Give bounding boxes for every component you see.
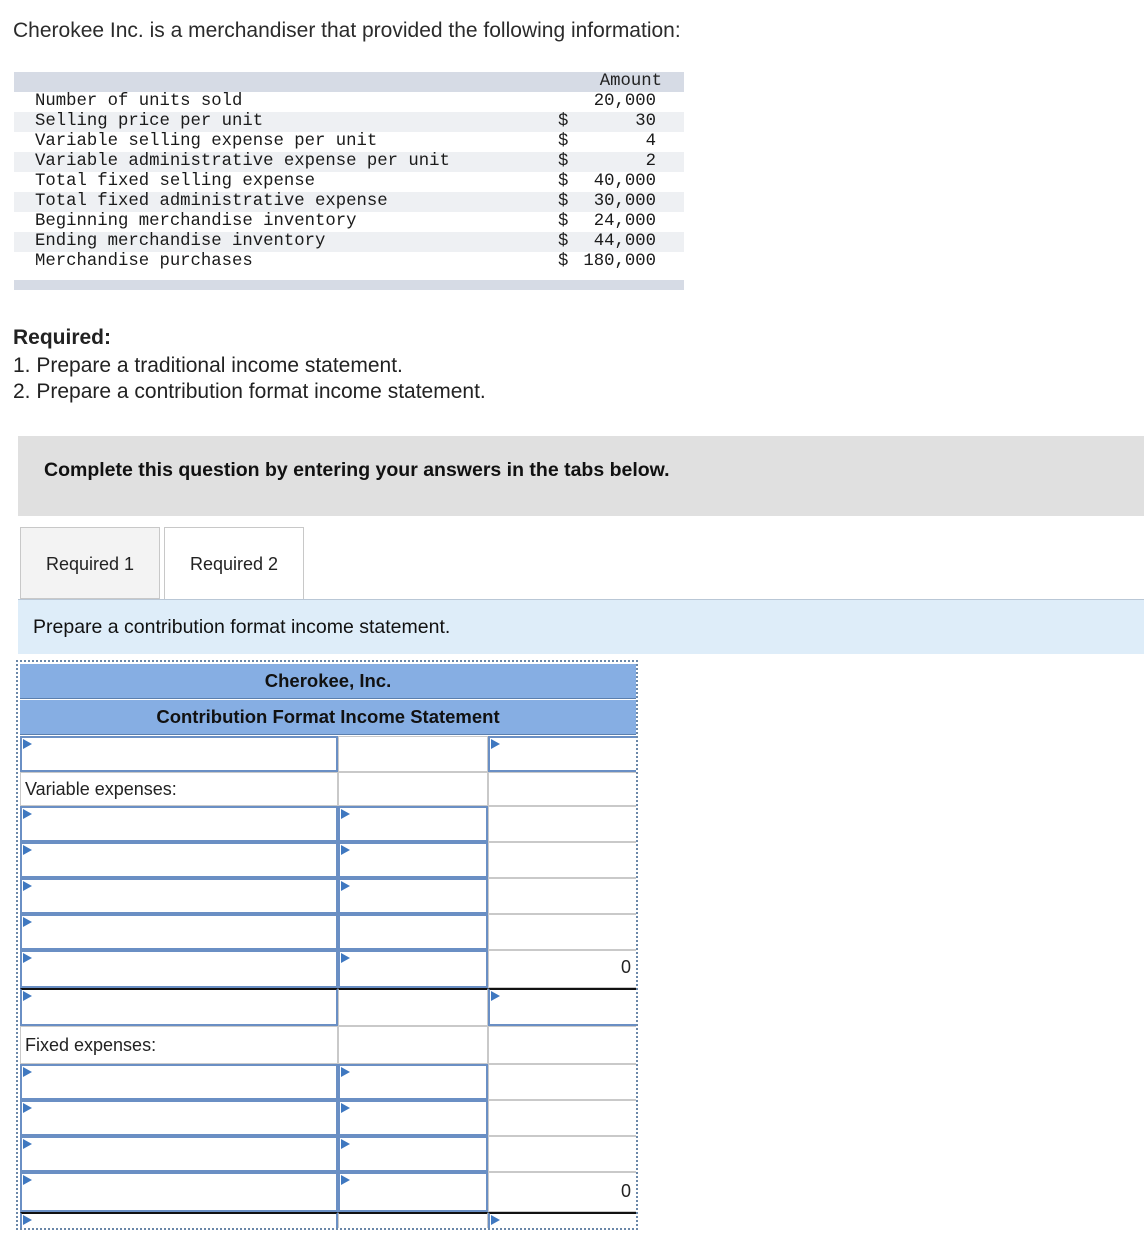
banner-text: Complete this question by entering your answers in the tabs below. <box>44 459 670 481</box>
row-dollar: $ <box>558 192 569 211</box>
amount-input[interactable] <box>488 1212 638 1230</box>
amount-cell <box>338 1026 488 1064</box>
given-data-table <box>14 72 684 290</box>
company-name: Cherokee, Inc. <box>20 664 636 699</box>
row-dollar: $ <box>558 152 569 171</box>
dropdown-triangle-icon <box>23 991 32 1001</box>
amount-cell <box>488 1026 638 1064</box>
line-item-select[interactable] <box>20 1136 338 1172</box>
row-label: Ending merchandise inventory <box>35 232 326 251</box>
dropdown-triangle-icon <box>23 1215 32 1225</box>
dropdown-triangle-icon <box>341 953 350 963</box>
row-dollar: $ <box>558 252 569 271</box>
amount-input[interactable] <box>338 1100 488 1136</box>
amount-cell <box>488 914 638 950</box>
row-value: 180,000 <box>583 252 656 271</box>
row-value: 40,000 <box>593 172 656 191</box>
variable-total-cell <box>488 950 638 988</box>
fixed-expenses-label: Fixed expenses: <box>25 1035 157 1055</box>
table-footer-bar <box>14 280 684 290</box>
table-row <box>14 92 684 112</box>
variable-expenses-label: Variable expenses: <box>25 779 177 799</box>
row-value: 44,000 <box>593 232 656 251</box>
instruction-banner <box>18 436 1144 516</box>
amount-input[interactable] <box>338 950 488 988</box>
row-label: Total fixed selling expense <box>35 172 316 191</box>
amount-input[interactable] <box>338 1064 488 1100</box>
problem-intro: Cherokee Inc. is a merchandiser that provided the following information: <box>13 19 681 42</box>
amount-input[interactable] <box>338 914 488 950</box>
line-item-select[interactable] <box>20 1100 338 1136</box>
fixed-expenses-label-cell <box>20 1026 338 1064</box>
dropdown-triangle-icon <box>23 953 32 963</box>
row-value: 20,000 <box>593 92 656 111</box>
dropdown-triangle-icon <box>341 881 350 891</box>
amount-header: Amount <box>599 72 662 91</box>
dropdown-triangle-icon <box>491 739 500 749</box>
dropdown-triangle-icon <box>341 1175 350 1185</box>
row-dollar: $ <box>558 212 569 231</box>
dropdown-triangle-icon <box>23 1139 32 1149</box>
line-item-select[interactable] <box>20 1064 338 1100</box>
row-value: 2 <box>645 152 656 171</box>
row-label: Selling price per unit <box>35 112 264 131</box>
dropdown-triangle-icon <box>23 739 32 749</box>
table-row <box>14 252 684 272</box>
row-value: 4 <box>645 132 656 151</box>
line-item-select[interactable] <box>20 988 338 1026</box>
tab-required-2[interactable] <box>164 527 304 601</box>
line-item-select[interactable] <box>20 736 338 772</box>
row-value: 30 <box>635 112 656 131</box>
income-statement-worksheet <box>16 660 638 1230</box>
fixed-total-cell <box>488 1172 638 1212</box>
amount-cell <box>488 806 638 842</box>
instruction-text: Prepare a contribution format income statement. <box>33 616 451 638</box>
amount-input[interactable] <box>338 1136 488 1172</box>
line-item-select[interactable] <box>20 878 338 914</box>
dropdown-triangle-icon <box>341 1067 350 1077</box>
row-value: 24,000 <box>593 212 656 231</box>
amount-cell <box>338 736 488 772</box>
dropdown-triangle-icon <box>23 845 32 855</box>
row-label: Beginning merchandise inventory <box>35 212 357 231</box>
dropdown-triangle-icon <box>341 845 350 855</box>
amount-cell <box>488 772 638 806</box>
line-item-select[interactable] <box>20 806 338 842</box>
table-header-bar <box>14 72 684 92</box>
table-row <box>14 192 684 212</box>
dropdown-triangle-icon <box>23 1067 32 1077</box>
amount-input[interactable] <box>488 988 638 1026</box>
row-label: Variable selling expense per unit <box>35 132 378 151</box>
statement-title: Contribution Format Income Statement <box>20 700 636 735</box>
required-item-2: 2. Prepare a contribution format income statement. <box>13 380 486 403</box>
row-label: Total fixed administrative expense <box>35 192 388 211</box>
row-dollar: $ <box>558 232 569 251</box>
row-dollar: $ <box>558 132 569 151</box>
amount-cell <box>488 878 638 914</box>
line-item-select[interactable] <box>20 950 338 988</box>
tab-instruction <box>18 600 1144 654</box>
table-row <box>14 152 684 172</box>
dropdown-triangle-icon <box>491 1215 500 1225</box>
dropdown-triangle-icon <box>341 1103 350 1113</box>
row-dollar: $ <box>558 172 569 191</box>
dropdown-triangle-icon <box>491 991 500 1001</box>
amount-input[interactable] <box>338 806 488 842</box>
line-item-select[interactable] <box>20 1172 338 1212</box>
line-item-select[interactable] <box>20 842 338 878</box>
tab-label: Required 2 <box>189 554 279 574</box>
amount-input[interactable] <box>338 842 488 878</box>
amount-cell <box>338 1212 488 1230</box>
table-row <box>14 132 684 152</box>
table-row <box>14 232 684 252</box>
fixed-expenses-total: 0 <box>620 1181 631 1201</box>
amount-input[interactable] <box>488 736 638 772</box>
amount-cell <box>488 1136 638 1172</box>
row-dollar: $ <box>558 112 569 131</box>
dropdown-triangle-icon <box>23 917 32 927</box>
amount-cell <box>488 1100 638 1136</box>
table-row <box>14 112 684 132</box>
table-row <box>14 212 684 232</box>
line-item-select[interactable] <box>20 914 338 950</box>
row-label: Number of units sold <box>35 92 243 111</box>
tab-required-1[interactable] <box>20 527 160 599</box>
dropdown-triangle-icon <box>23 1103 32 1113</box>
tab-label: Required 1 <box>45 554 135 574</box>
dropdown-triangle-icon <box>341 809 350 819</box>
variable-expenses-label-cell <box>20 772 338 806</box>
line-item-select[interactable] <box>20 1212 338 1230</box>
variable-expenses-total: 0 <box>620 957 631 977</box>
required-heading: Required: <box>13 326 112 349</box>
amount-input[interactable] <box>338 1172 488 1212</box>
row-label: Variable administrative expense per unit <box>35 152 450 171</box>
amount-cell <box>488 842 638 878</box>
dropdown-triangle-icon <box>341 1139 350 1149</box>
amount-input[interactable] <box>338 878 488 914</box>
table-row <box>14 172 684 192</box>
row-value: 30,000 <box>593 192 656 211</box>
required-item-1: 1. Prepare a traditional income statement. <box>13 354 403 377</box>
dropdown-triangle-icon <box>23 1175 32 1185</box>
amount-cell <box>488 1064 638 1100</box>
dropdown-triangle-icon <box>23 881 32 891</box>
amount-cell <box>338 772 488 806</box>
row-label: Merchandise purchases <box>35 252 253 271</box>
amount-cell <box>338 988 488 1026</box>
dropdown-triangle-icon <box>23 809 32 819</box>
